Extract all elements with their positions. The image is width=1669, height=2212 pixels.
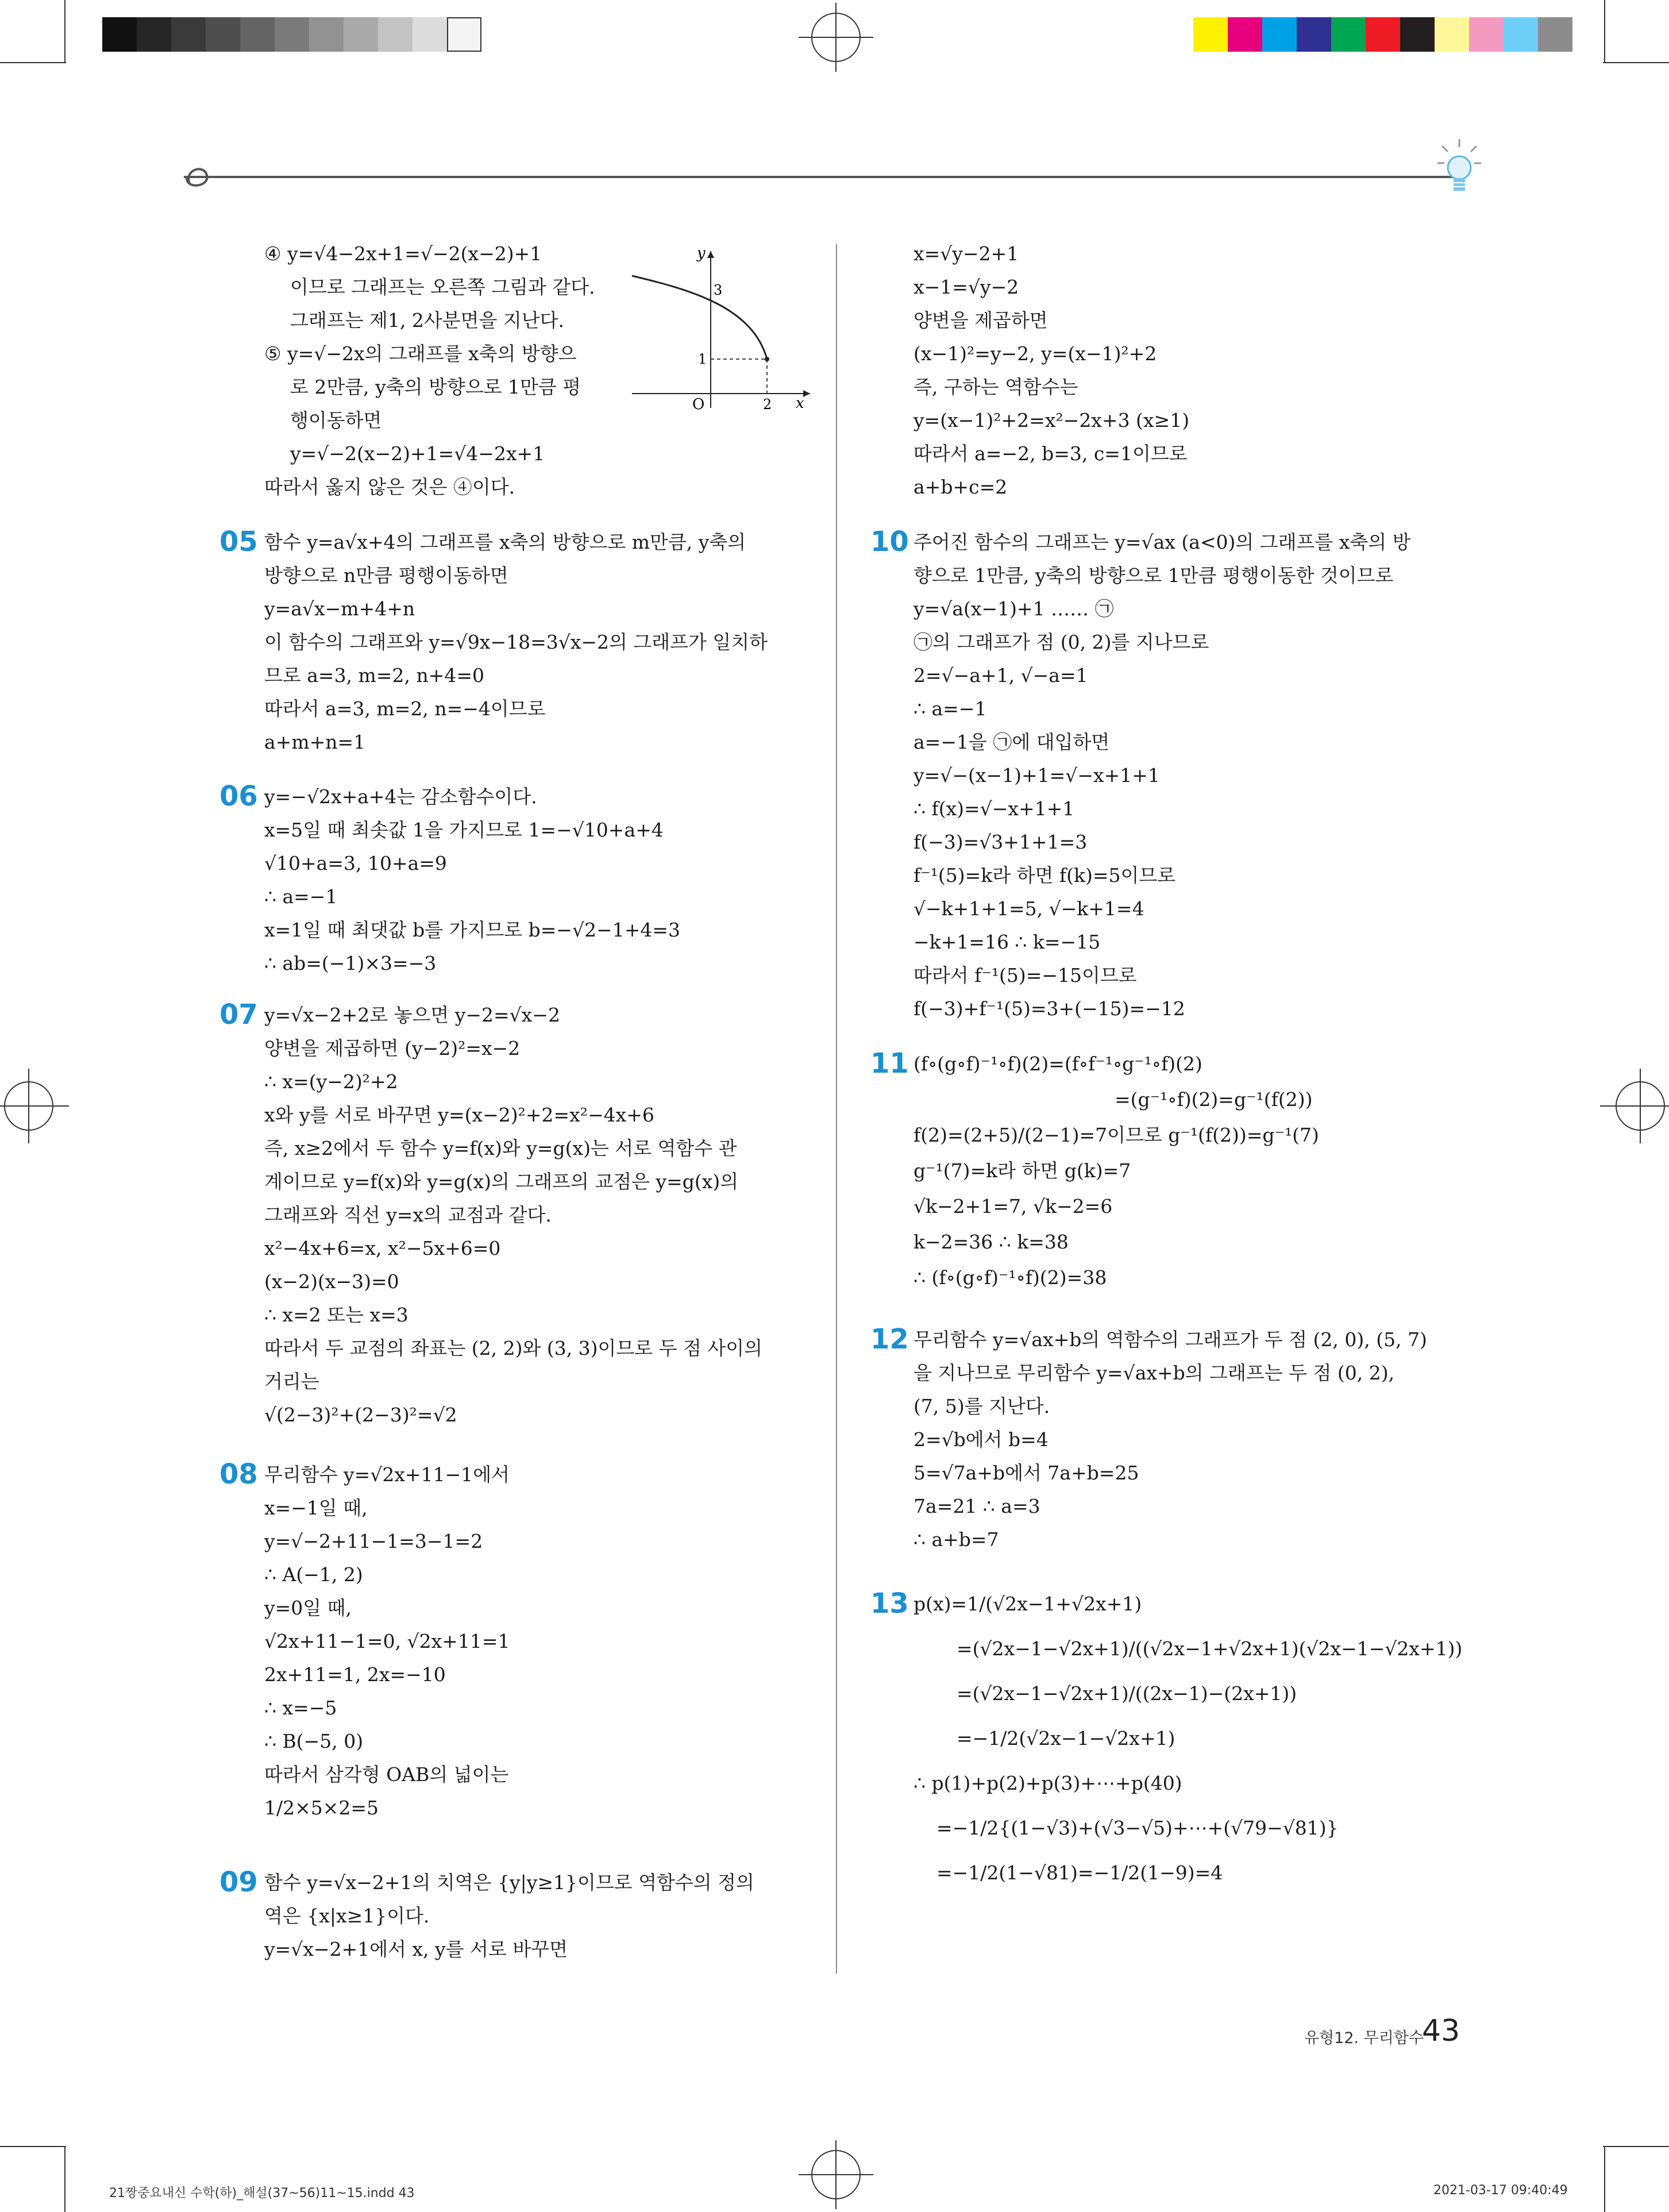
- text-line: x=5일 때 최솟값 1을 가지므로 1=−√10+a+4: [264, 819, 664, 841]
- text-line: 무리함수 y=√ax+b의 역함수의 그래프가 두 점 (2, 0), (5, 7): [913, 1328, 1427, 1351]
- registration-mark-right: [1600, 1069, 1669, 1143]
- gray-swatch: [206, 17, 240, 52]
- text-line: ∴ f(x)=√−x+1+1: [913, 797, 1075, 820]
- text-line: a+b+c=2: [913, 476, 1008, 498]
- text-line: g⁻¹(7)=k라 하면 g(k)=7: [913, 1159, 1131, 1182]
- axis-y-label: y: [697, 245, 706, 262]
- gray-swatch: [413, 17, 447, 52]
- text-line: 거리는: [264, 1370, 319, 1393]
- problem-number: 11: [870, 1047, 909, 1080]
- text-line: =−1/2(1−√81)=−1/2(1−9)=4: [936, 1862, 1223, 1884]
- crop-mark: [64, 0, 65, 63]
- function-graph: [623, 244, 813, 411]
- text-line: 즉, 구하는 역함수는: [913, 376, 1078, 398]
- text-line: x−1=√y−2: [913, 276, 1019, 298]
- text-line: 따라서 a=−2, b=3, c=1이므로: [913, 442, 1188, 465]
- text-line: a=−1을 ㉠에 대입하면: [913, 731, 1110, 753]
- text-line: 양변을 제곱하면: [913, 309, 1048, 332]
- text-line: =(√2x−1−√2x+1)/((√2x−1+√2x+1)(√2x−1−√2x+1)): [957, 1637, 1463, 1660]
- text-line: √(2−3)²+(2−3)²=√2: [264, 1404, 457, 1426]
- text-line: 따라서 a=3, m=2, n=−4이므로: [264, 697, 546, 720]
- color-swatch: [1366, 17, 1400, 52]
- text-line: y=0일 때,: [264, 1597, 352, 1619]
- text-line: (x−2)(x−3)=0: [264, 1270, 399, 1293]
- lightbulb-icon: [1436, 138, 1482, 201]
- gray-swatch: [171, 17, 206, 52]
- text-line: (x−1)²=y−2, y=(x−1)²+2: [913, 342, 1157, 365]
- text-line: ㉠의 그래프가 점 (0, 2)를 지나므로: [913, 631, 1209, 653]
- text-line: ∴ a+b=7: [913, 1528, 999, 1551]
- text-line: √10+a=3, 10+a=9: [264, 852, 447, 874]
- text-line: 방향으로 n만큼 평행이동하면: [264, 564, 508, 587]
- color-swatch: [1193, 17, 1228, 52]
- text-line: p(x)=1/(√2x−1+√2x+1): [913, 1593, 1142, 1615]
- text-line: ∴ x=(y−2)²+2: [264, 1070, 398, 1093]
- text-line: 이므로 그래프는 오른쪽 그림과 같다.: [290, 276, 595, 298]
- text-line: 주어진 함수의 그래프는 y=√ax (a<0)의 그래프를 x축의 방: [913, 531, 1411, 553]
- text-line: 따라서 f⁻¹(5)=−15이므로: [913, 964, 1137, 986]
- problem-number: 10: [870, 526, 909, 558]
- crop-mark: [1603, 2146, 1669, 2147]
- text-line: 이 함수의 그래프와 y=√9x−18=3√x−2의 그래프가 일치하: [264, 631, 768, 653]
- text-line: (f∘(g∘f)⁻¹∘f)(2)=(f∘f⁻¹∘g⁻¹∘f)(2): [913, 1053, 1202, 1075]
- print-timestamp: 2021-03-17 09:40:49: [1433, 2183, 1568, 2198]
- color-swatch: [1435, 17, 1469, 52]
- page-number: 43: [1422, 2014, 1460, 2048]
- problem-number: 09: [219, 1866, 258, 1898]
- text-line: f⁻¹(5)=k라 하면 f(k)=5이므로: [913, 864, 1176, 887]
- registration-mark-bottom: [799, 2140, 873, 2209]
- text-line: x=1일 때 최댓값 b를 가지므로 b=−√2−1+4=3: [264, 919, 680, 941]
- section-footer-label: 유형12. 무리함수: [1304, 2029, 1424, 2047]
- text-line: 향으로 1만큼, y축의 방향으로 1만큼 평행이동한 것이므로: [913, 564, 1394, 587]
- problem-number: 05: [219, 526, 258, 558]
- gray-swatch: [137, 17, 171, 52]
- text-line: 역은 {x|x≥1}이다.: [264, 1905, 430, 1927]
- color-swatch: [1262, 17, 1297, 52]
- gray-swatch: [240, 17, 275, 52]
- text-line: 7a=21 ∴ a=3: [913, 1495, 1040, 1517]
- text-line: 므로 a=3, m=2, n+4=0: [264, 664, 485, 687]
- text-line: =(g⁻¹∘f)(2)=g⁻¹(f(2)): [1115, 1088, 1313, 1111]
- text-line: y=√x−2+2로 놓으면 y−2=√x−2: [264, 1004, 560, 1026]
- text-line: =(√2x−1−√2x+1)/((2x−1)−(2x+1)): [957, 1682, 1297, 1705]
- tick-label-3: 3: [714, 282, 723, 298]
- text-line: ∴ p(1)+p(2)+p(3)+⋯+p(40): [913, 1772, 1182, 1794]
- gray-swatch: [378, 17, 413, 52]
- text-line: y=(x−1)²+2=x²−2x+3 (x≥1): [913, 409, 1190, 431]
- text-line: x=√y−2+1: [913, 242, 1019, 265]
- text-line: a+m+n=1: [264, 731, 366, 753]
- text-line: 5=√7a+b에서 7a+b=25: [913, 1462, 1139, 1484]
- text-line: ∴ ab=(−1)×3=−3: [264, 952, 437, 974]
- text-line: 즉, x≥2에서 두 함수 y=f(x)와 y=g(x)는 서로 역함수 관: [264, 1137, 737, 1159]
- text-line: ∴ a=−1: [264, 885, 338, 908]
- color-swatch: [1469, 17, 1504, 52]
- color-swatch: [1504, 17, 1538, 52]
- text-line: ⑤ y=√−2x의 그래프를 x축의 방향으: [264, 342, 577, 365]
- crop-mark: [0, 62, 66, 63]
- text-line: 함수 y=√x−2+1의 치역은 {y|y≥1}이므로 역함수의 정의: [264, 1871, 754, 1894]
- text-line: 1/2×5×2=5: [264, 1797, 379, 1819]
- text-line: ∴ (f∘(g∘f)⁻¹∘f)(2)=38: [913, 1266, 1107, 1289]
- problem-number: 06: [219, 780, 258, 812]
- text-line: 함수 y=a√x+4의 그래프를 x축의 방향으로 m만큼, y축의: [264, 531, 746, 553]
- registration-mark-top: [799, 3, 873, 72]
- axis-x-label: x: [796, 395, 804, 411]
- text-line: y=−√2x+a+4는 감소함수이다.: [264, 785, 537, 808]
- registration-mark-left: [0, 1069, 69, 1143]
- gray-swatch: [447, 17, 481, 52]
- text-line: f(−3)+f⁻¹(5)=3+(−15)=−12: [913, 997, 1185, 1020]
- text-line: =−1/2{(1−√3)+(√3−√5)+⋯+(√79−√81)}: [936, 1817, 1339, 1839]
- text-line: 따라서 옳지 않은 것은 ④이다.: [264, 476, 515, 498]
- text-line: 그래프는 제1, 2사분면을 지난다.: [290, 309, 564, 332]
- text-line: x=−1일 때,: [264, 1497, 368, 1519]
- text-line: ∴ a=−1: [913, 697, 987, 720]
- text-line: 무리함수 y=√2x+11−1에서: [264, 1463, 510, 1486]
- crop-mark: [1604, 0, 1605, 63]
- text-line: 2=√−a+1, √−a=1: [913, 664, 1088, 687]
- gray-swatch: [275, 17, 309, 52]
- header-rule: [172, 155, 1482, 195]
- column-divider: [836, 244, 837, 1974]
- text-line: x²−4x+6=x, x²−5x+6=0: [264, 1237, 501, 1259]
- problem-number: 08: [219, 1458, 258, 1490]
- text-line: √k−2+1=7, √k−2=6: [913, 1195, 1113, 1217]
- text-line: 계이므로 y=f(x)와 y=g(x)의 그래프의 교점은 y=g(x)의: [264, 1170, 739, 1193]
- text-line: (7, 5)를 지난다.: [913, 1395, 1050, 1417]
- text-line: y=a√x−m+4+n: [264, 598, 415, 620]
- text-line: 을 지나므로 무리함수 y=√ax+b의 그래프는 두 점 (0, 2),: [913, 1362, 1395, 1384]
- text-line: ∴ A(−1, 2): [264, 1563, 363, 1586]
- crop-mark: [64, 2146, 65, 2212]
- problem-number: 13: [870, 1587, 909, 1620]
- text-line: y=√−(x−1)+1=√−x+1+1: [913, 764, 1160, 787]
- text-line: f(−3)=√3+1+1=3: [913, 831, 1088, 853]
- color-swatch: [1538, 17, 1572, 52]
- text-line: √2x+11−1=0, √2x+11=1: [264, 1630, 510, 1652]
- color-swatch: [1400, 17, 1435, 52]
- text-line: x와 y를 서로 바꾸면 y=(x−2)²+2=x²−4x+6: [264, 1104, 654, 1126]
- text-line: y=√−2(x−2)+1=√4−2x+1: [290, 442, 545, 465]
- gray-swatch: [102, 17, 137, 52]
- origin-label: O: [692, 396, 705, 411]
- problem-number: 12: [870, 1323, 909, 1355]
- text-line: 그래프와 직선 y=x의 교점과 같다.: [264, 1204, 552, 1226]
- text-line: −k+1=16 ∴ k=−15: [913, 931, 1101, 953]
- gray-swatch: [344, 17, 378, 52]
- text-line: ∴ x=−5: [264, 1697, 337, 1719]
- tick-label-1: 1: [698, 351, 707, 367]
- text-line: =−1/2(√2x−1−√2x+1): [957, 1727, 1175, 1749]
- text-line: k−2=36 ∴ k=38: [913, 1231, 1069, 1253]
- text-line: 로 2만큼, y축의 방향으로 1만큼 평: [290, 376, 581, 398]
- text-line: y=√−2+11−1=3−1=2: [264, 1530, 483, 1552]
- text-line: 2=√b에서 b=4: [913, 1428, 1049, 1451]
- color-swatch: [1331, 17, 1366, 52]
- text-line: 양변을 제곱하면 (y−2)²=x−2: [264, 1037, 521, 1059]
- color-swatch: [1297, 17, 1331, 52]
- text-line: √−k+1+1=5, √−k+1=4: [913, 897, 1144, 920]
- color-swatch: [1228, 17, 1262, 52]
- print-file-info: 21짱중요내신 수학(하)_해설(37~56)11~15.indd 43: [109, 2186, 415, 2201]
- tick-label-2: 2: [763, 396, 772, 411]
- text-line: ∴ B(−5, 0): [264, 1730, 364, 1752]
- text-line: ∴ x=2 또는 x=3: [264, 1304, 408, 1326]
- crop-mark: [1604, 2146, 1605, 2212]
- text-line: 따라서 두 교점의 좌표는 (2, 2)와 (3, 3)이므로 두 점 사이의: [264, 1337, 763, 1359]
- gray-swatch: [309, 17, 344, 52]
- text-line: y=√a(x−1)+1 …… ㉠: [913, 598, 1114, 620]
- crop-mark: [1603, 62, 1669, 63]
- crop-mark: [0, 2146, 66, 2147]
- text-line: 2x+11=1, 2x=−10: [264, 1663, 446, 1686]
- text-line: 따라서 삼각형 OAB의 넓이는: [264, 1763, 509, 1786]
- text-line: y=√x−2+1에서 x, y를 서로 바꾸면: [264, 1938, 568, 1960]
- problem-number: 07: [219, 999, 258, 1031]
- text-line: ④ y=√4−2x+1=√−2(x−2)+1: [264, 242, 542, 265]
- text-line: 행이동하면: [290, 409, 382, 431]
- text-line: f(2)=(2+5)/(2−1)=7이므로 g⁻¹(f(2))=g⁻¹(7): [913, 1124, 1319, 1146]
